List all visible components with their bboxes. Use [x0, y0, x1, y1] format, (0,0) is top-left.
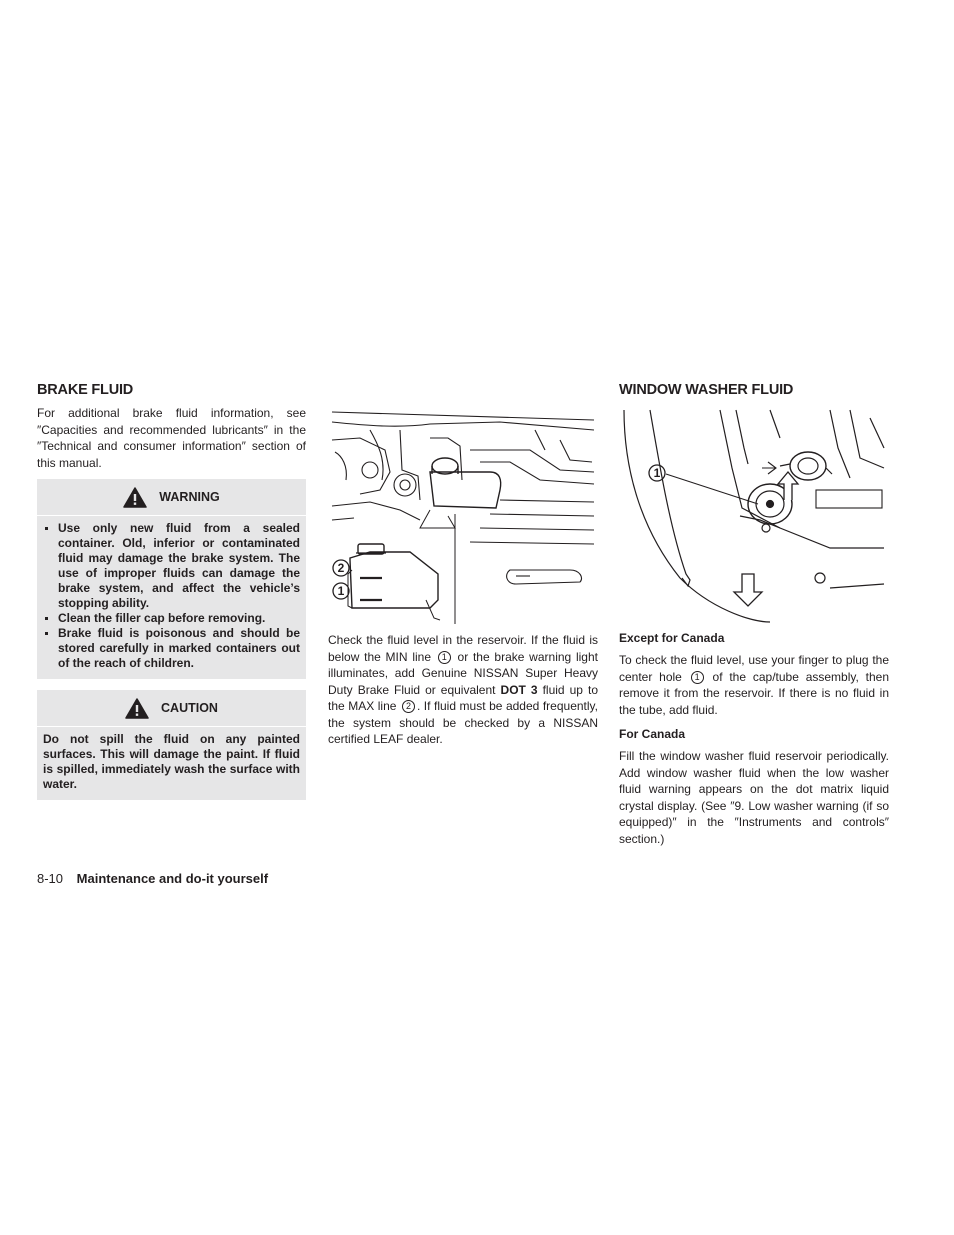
washer-fluid-column [619, 380, 889, 405]
brake-fluid-column [37, 380, 306, 800]
caution-label: CAUTION [161, 701, 218, 715]
callout-min-icon: 1 [438, 651, 451, 664]
brake-fluid-heading: BRAKE FLUID [37, 382, 134, 398]
caution-box [37, 690, 306, 800]
page-number: 8-10 [37, 871, 64, 886]
figure-label-max: 2 [337, 561, 345, 575]
warning-header [37, 479, 306, 516]
warning-triangle-icon [123, 487, 147, 508]
warning-list [43, 521, 300, 671]
washer-fluid-heading: WINDOW WASHER FLUID [619, 382, 794, 398]
washer-reservoir-illustration [620, 408, 888, 624]
figure-label-min: 1 [337, 584, 345, 598]
callout-center-hole-icon: 1 [691, 671, 704, 684]
warning-item: Brake fluid is poisonous and should be stored carefully in marked containers out of the reach of children. [43, 626, 300, 671]
callout-max-icon: 2 [402, 700, 415, 713]
dot3-label: DOT 3 [500, 682, 538, 697]
warning-item: Clean the filler cap before removing. [43, 611, 300, 626]
caution-triangle-icon [125, 698, 149, 719]
caution-header [37, 690, 306, 727]
caution-text: Do not spill the fluid on any painted surfaces. This will damage the paint. If fluid is spilled, immediately wash the surface with water. [43, 732, 300, 791]
brake-check-column [328, 632, 598, 748]
warning-label: WARNING [159, 490, 220, 504]
brake-reservoir-illustration [330, 410, 596, 624]
for-canada-heading: For Canada [619, 727, 686, 741]
washer-text-column [619, 630, 889, 847]
page-footer [37, 871, 268, 887]
except-canada-heading: Except for Canada [619, 631, 725, 645]
figure-label-cap: 1 [653, 466, 661, 480]
brake-fluid-intro: For additional brake fluid information, see ″Capacities and recommended lubricants″ in the ″Technical and consumer information″ section of this manual. [37, 406, 306, 470]
warning-item: Use only new fluid from a sealed container. Old, inferior or contaminated fluid may damage the brake system. The use of improper fluids can damage the brake system, and affect the vehicle’s stopping ability. [43, 521, 300, 611]
except-canada-text: To check the fluid level, use your finger to plug the center hole 1 of the cap/tube assembly, then remove it from the reservoir. If there is no fluid in the tube, add fluid. [619, 653, 889, 717]
warning-box [37, 479, 306, 679]
for-canada-text: Fill the window washer fluid reservoir periodically. Add window washer fluid when the low washer fluid warning appears on the dot matrix liquid crystal display. (See ″9. Low washer warning (if so equipped)″ in the ″Instruments and controls″ section.) [619, 749, 889, 846]
brake-check-text: Check the fluid level in the reservoir. If the fluid is below the MIN line 1 or the brake warning light illuminates, add Genuine NISSAN Super Heavy Duty Brake Fluid or equivalent DOT 3 fluid up to the MAX line 2 . If fluid must be added frequently, the system should be checked by a NISSAN certified LEAF dealer. [328, 633, 599, 746]
section-name: Maintenance and do-it yourself [76, 871, 269, 886]
